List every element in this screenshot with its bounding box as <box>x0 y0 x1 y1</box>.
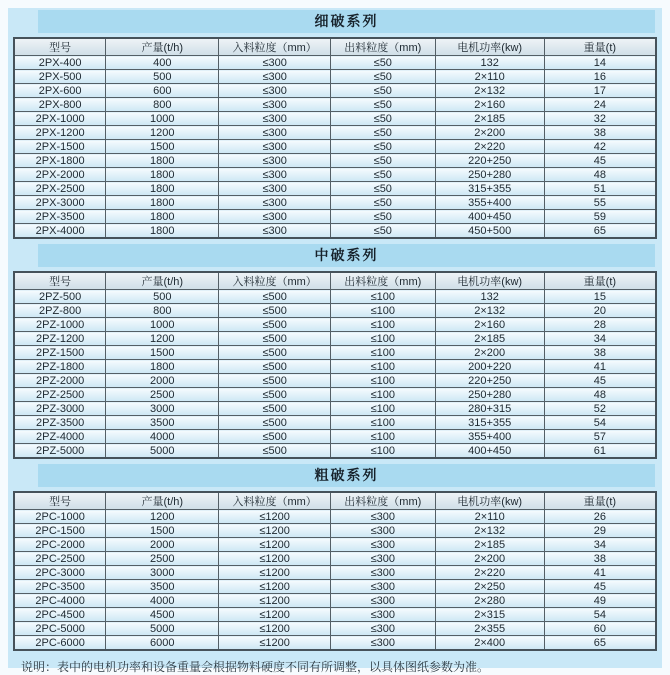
cell-model: 2PC-1500 <box>14 524 106 538</box>
cell-discharge-size: ≤300 <box>330 622 435 636</box>
cell-model: 2PC-2500 <box>14 552 106 566</box>
cell-model: 2PZ-1000 <box>14 318 106 332</box>
cell-discharge-size: ≤50 <box>330 140 435 154</box>
cell-feed-size: ≤500 <box>219 402 331 416</box>
cell-model: 2PZ-3000 <box>14 402 106 416</box>
cell-weight: 61 <box>544 444 656 459</box>
cell-discharge-size: ≤50 <box>330 84 435 98</box>
cell-discharge-size: ≤50 <box>330 112 435 126</box>
column-header: 重量(t) <box>544 38 656 56</box>
cell-motor-power: 315+355 <box>435 182 544 196</box>
table-row <box>14 70 656 84</box>
table-row <box>14 402 656 416</box>
cell-motor-power: 315+355 <box>435 416 544 430</box>
cell-model: 2PX-800 <box>14 98 106 112</box>
cell-model: 2PC-2000 <box>14 538 106 552</box>
column-header: 电机功率(kw) <box>435 38 544 56</box>
cell-weight: 59 <box>544 210 656 224</box>
cell-motor-power: 2×355 <box>435 622 544 636</box>
cell-motor-power: 2×250 <box>435 580 544 594</box>
cell-motor-power: 2×160 <box>435 98 544 112</box>
cell-discharge-size: ≤300 <box>330 510 435 524</box>
cell-model: 2PX-4000 <box>14 224 106 239</box>
table-row <box>14 112 656 126</box>
cell-output: 2000 <box>106 538 219 552</box>
cell-model: 2PZ-4000 <box>14 430 106 444</box>
cell-weight: 60 <box>544 622 656 636</box>
cell-feed-size: ≤300 <box>219 168 331 182</box>
cell-model: 2PC-1000 <box>14 510 106 524</box>
cell-output: 1800 <box>106 154 219 168</box>
cell-feed-size: ≤300 <box>219 112 331 126</box>
cell-discharge-size: ≤300 <box>330 636 435 651</box>
table-row <box>14 608 656 622</box>
series-title: 粗破系列 <box>38 464 655 487</box>
cell-model: 2PZ-500 <box>14 290 106 304</box>
table-row <box>14 430 656 444</box>
cell-discharge-size: ≤50 <box>330 168 435 182</box>
table-row <box>14 154 656 168</box>
table-row <box>14 84 656 98</box>
header-row <box>14 272 656 290</box>
cell-weight: 34 <box>544 332 656 346</box>
cell-weight: 41 <box>544 566 656 580</box>
series-title: 中破系列 <box>38 244 655 267</box>
table-row <box>14 140 656 154</box>
cell-model: 2PX-400 <box>14 56 106 70</box>
series-sections <box>13 10 657 651</box>
cell-feed-size: ≤1200 <box>219 580 331 594</box>
cell-feed-size: ≤300 <box>219 84 331 98</box>
table-row <box>14 304 656 318</box>
cell-model: 2PX-1000 <box>14 112 106 126</box>
cell-feed-size: ≤300 <box>219 56 331 70</box>
cell-weight: 45 <box>544 374 656 388</box>
cell-model: 2PC-4500 <box>14 608 106 622</box>
cell-output: 1200 <box>106 510 219 524</box>
cell-output: 2500 <box>106 552 219 566</box>
cell-weight: 15 <box>544 290 656 304</box>
cell-output: 1500 <box>106 524 219 538</box>
cell-output: 1200 <box>106 126 219 140</box>
cell-discharge-size: ≤50 <box>330 98 435 112</box>
table-row <box>14 444 656 459</box>
cell-model: 2PX-3500 <box>14 210 106 224</box>
column-header: 型号 <box>14 272 106 290</box>
cell-model: 2PX-1200 <box>14 126 106 140</box>
table-row <box>14 524 656 538</box>
cell-weight: 45 <box>544 580 656 594</box>
cell-motor-power: 2×185 <box>435 112 544 126</box>
cell-motor-power: 2×110 <box>435 70 544 84</box>
cell-motor-power: 2×200 <box>435 346 544 360</box>
table-row <box>14 318 656 332</box>
cell-output: 6000 <box>106 636 219 651</box>
cell-motor-power: 250+280 <box>435 388 544 402</box>
cell-discharge-size: ≤100 <box>330 374 435 388</box>
column-header: 型号 <box>14 38 106 56</box>
cell-weight: 54 <box>544 608 656 622</box>
cell-feed-size: ≤500 <box>219 318 331 332</box>
cell-discharge-size: ≤100 <box>330 318 435 332</box>
cell-output: 5000 <box>106 622 219 636</box>
cell-weight: 55 <box>544 196 656 210</box>
column-header: 产量(t/h) <box>106 38 219 56</box>
cell-model: 2PC-3500 <box>14 580 106 594</box>
cell-output: 3000 <box>106 566 219 580</box>
header-row <box>14 38 656 56</box>
cell-discharge-size: ≤50 <box>330 210 435 224</box>
cell-output: 1200 <box>106 332 219 346</box>
cell-feed-size: ≤300 <box>219 70 331 84</box>
cell-feed-size: ≤500 <box>219 304 331 318</box>
spec-sheet-panel <box>8 8 662 674</box>
cell-feed-size: ≤300 <box>219 210 331 224</box>
cell-motor-power: 355+400 <box>435 430 544 444</box>
cell-weight: 65 <box>544 636 656 651</box>
column-header: 出料粒度（mm) <box>330 38 435 56</box>
column-header: 电机功率(kw) <box>435 492 544 510</box>
cell-model: 2PZ-800 <box>14 304 106 318</box>
cell-discharge-size: ≤300 <box>330 566 435 580</box>
cell-output: 3500 <box>106 416 219 430</box>
table-row <box>14 346 656 360</box>
cell-model: 2PX-2500 <box>14 182 106 196</box>
cell-discharge-size: ≤300 <box>330 538 435 552</box>
cell-discharge-size: ≤300 <box>330 608 435 622</box>
cell-model: 2PZ-2000 <box>14 374 106 388</box>
cell-discharge-size: ≤100 <box>330 332 435 346</box>
cell-motor-power: 132 <box>435 56 544 70</box>
cell-output: 1800 <box>106 224 219 239</box>
cell-discharge-size: ≤50 <box>330 70 435 84</box>
table-row <box>14 416 656 430</box>
table-row <box>14 168 656 182</box>
cell-motor-power: 200+220 <box>435 360 544 374</box>
cell-weight: 38 <box>544 126 656 140</box>
column-header: 重量(t) <box>544 492 656 510</box>
cell-weight: 52 <box>544 402 656 416</box>
cell-weight: 17 <box>544 84 656 98</box>
cell-output: 2000 <box>106 374 219 388</box>
column-header: 入料粒度（mm） <box>219 492 331 510</box>
cell-feed-size: ≤500 <box>219 416 331 430</box>
cell-model: 2PC-5000 <box>14 622 106 636</box>
spec-table <box>13 271 657 459</box>
table-row <box>14 182 656 196</box>
cell-output: 1500 <box>106 140 219 154</box>
table-row <box>14 566 656 580</box>
cell-motor-power: 280+315 <box>435 402 544 416</box>
column-header: 重量(t) <box>544 272 656 290</box>
cell-feed-size: ≤500 <box>219 290 331 304</box>
cell-motor-power: 2×315 <box>435 608 544 622</box>
cell-model: 2PC-3000 <box>14 566 106 580</box>
cell-weight: 24 <box>544 98 656 112</box>
cell-motor-power: 2×280 <box>435 594 544 608</box>
table-row <box>14 98 656 112</box>
column-header: 入料粒度（mm） <box>219 38 331 56</box>
cell-weight: 57 <box>544 430 656 444</box>
cell-motor-power: 220+250 <box>435 374 544 388</box>
cell-output: 500 <box>106 290 219 304</box>
cell-output: 1000 <box>106 318 219 332</box>
cell-weight: 38 <box>544 552 656 566</box>
cell-feed-size: ≤500 <box>219 374 331 388</box>
cell-weight: 26 <box>544 510 656 524</box>
cell-discharge-size: ≤50 <box>330 196 435 210</box>
cell-model: 2PX-1500 <box>14 140 106 154</box>
cell-output: 800 <box>106 98 219 112</box>
cell-feed-size: ≤1200 <box>219 524 331 538</box>
cell-motor-power: 2×132 <box>435 84 544 98</box>
cell-model: 2PX-1800 <box>14 154 106 168</box>
table-row <box>14 636 656 651</box>
cell-discharge-size: ≤100 <box>330 388 435 402</box>
cell-model: 2PZ-2500 <box>14 388 106 402</box>
cell-discharge-size: ≤100 <box>330 360 435 374</box>
cell-feed-size: ≤300 <box>219 182 331 196</box>
cell-discharge-size: ≤300 <box>330 552 435 566</box>
cell-weight: 32 <box>544 112 656 126</box>
cell-discharge-size: ≤100 <box>330 430 435 444</box>
cell-discharge-size: ≤50 <box>330 182 435 196</box>
cell-discharge-size: ≤100 <box>330 290 435 304</box>
cell-weight: 20 <box>544 304 656 318</box>
cell-weight: 65 <box>544 224 656 239</box>
cell-output: 4500 <box>106 608 219 622</box>
column-header: 产量(t/h) <box>106 492 219 510</box>
spec-table <box>13 491 657 651</box>
cell-weight: 49 <box>544 594 656 608</box>
cell-discharge-size: ≤300 <box>330 594 435 608</box>
header-row <box>14 492 656 510</box>
cell-discharge-size: ≤100 <box>330 402 435 416</box>
cell-output: 1800 <box>106 360 219 374</box>
column-header: 产量(t/h) <box>106 272 219 290</box>
cell-weight: 45 <box>544 154 656 168</box>
cell-output: 1500 <box>106 346 219 360</box>
cell-output: 1800 <box>106 210 219 224</box>
table-row <box>14 224 656 239</box>
cell-feed-size: ≤300 <box>219 140 331 154</box>
cell-weight: 14 <box>544 56 656 70</box>
cell-output: 1800 <box>106 196 219 210</box>
cell-output: 600 <box>106 84 219 98</box>
cell-feed-size: ≤1200 <box>219 566 331 580</box>
cell-motor-power: 2×132 <box>435 524 544 538</box>
table-row <box>14 360 656 374</box>
cell-feed-size: ≤500 <box>219 346 331 360</box>
cell-discharge-size: ≤100 <box>330 346 435 360</box>
cell-model: 2PZ-1200 <box>14 332 106 346</box>
cell-feed-size: ≤500 <box>219 430 331 444</box>
table-row <box>14 388 656 402</box>
cell-feed-size: ≤500 <box>219 360 331 374</box>
cell-discharge-size: ≤100 <box>330 304 435 318</box>
cell-feed-size: ≤1200 <box>219 608 331 622</box>
cell-feed-size: ≤1200 <box>219 510 331 524</box>
column-header: 出料粒度（mm) <box>330 492 435 510</box>
cell-motor-power: 2×200 <box>435 126 544 140</box>
series-title: 细破系列 <box>38 10 655 33</box>
cell-feed-size: ≤500 <box>219 332 331 346</box>
cell-model: 2PZ-5000 <box>14 444 106 459</box>
cell-discharge-size: ≤50 <box>330 126 435 140</box>
cell-motor-power: 2×200 <box>435 552 544 566</box>
cell-feed-size: ≤500 <box>219 388 331 402</box>
cell-weight: 28 <box>544 318 656 332</box>
cell-output: 3000 <box>106 402 219 416</box>
cell-model: 2PX-500 <box>14 70 106 84</box>
cell-feed-size: ≤300 <box>219 224 331 239</box>
cell-motor-power: 132 <box>435 290 544 304</box>
cell-model: 2PZ-1500 <box>14 346 106 360</box>
cell-output: 1800 <box>106 182 219 196</box>
cell-weight: 38 <box>544 346 656 360</box>
cell-feed-size: ≤500 <box>219 444 331 459</box>
cell-discharge-size: ≤300 <box>330 580 435 594</box>
cell-feed-size: ≤1200 <box>219 622 331 636</box>
cell-model: 2PX-2000 <box>14 168 106 182</box>
cell-output: 4000 <box>106 594 219 608</box>
cell-motor-power: 2×220 <box>435 140 544 154</box>
cell-motor-power: 2×185 <box>435 332 544 346</box>
footnote: 说明：表中的电机功率和设备重量会根据物料硬度不同有所调整，以具体图纸参数为准。 <box>21 660 490 674</box>
cell-feed-size: ≤300 <box>219 154 331 168</box>
spec-table <box>13 37 657 239</box>
cell-feed-size: ≤300 <box>219 196 331 210</box>
cell-motor-power: 400+450 <box>435 444 544 459</box>
cell-weight: 16 <box>544 70 656 84</box>
cell-motor-power: 250+280 <box>435 168 544 182</box>
cell-weight: 51 <box>544 182 656 196</box>
cell-output: 1800 <box>106 168 219 182</box>
cell-feed-size: ≤1200 <box>219 552 331 566</box>
cell-motor-power: 2×400 <box>435 636 544 651</box>
cell-motor-power: 450+500 <box>435 224 544 239</box>
cell-discharge-size: ≤100 <box>330 444 435 459</box>
table-row <box>14 622 656 636</box>
cell-model: 2PC-4000 <box>14 594 106 608</box>
cell-weight: 34 <box>544 538 656 552</box>
table-row <box>14 538 656 552</box>
table-row <box>14 510 656 524</box>
cell-motor-power: 2×110 <box>435 510 544 524</box>
cell-motor-power: 2×132 <box>435 304 544 318</box>
table-row <box>14 580 656 594</box>
column-header: 型号 <box>14 492 106 510</box>
cell-model: 2PC-6000 <box>14 636 106 651</box>
cell-model: 2PX-3000 <box>14 196 106 210</box>
column-header: 出料粒度（mm) <box>330 272 435 290</box>
cell-motor-power: 2×185 <box>435 538 544 552</box>
cell-motor-power: 2×220 <box>435 566 544 580</box>
cell-weight: 29 <box>544 524 656 538</box>
cell-output: 2500 <box>106 388 219 402</box>
cell-output: 5000 <box>106 444 219 459</box>
cell-weight: 48 <box>544 388 656 402</box>
cell-motor-power: 355+400 <box>435 196 544 210</box>
cell-motor-power: 400+450 <box>435 210 544 224</box>
cell-discharge-size: ≤300 <box>330 524 435 538</box>
cell-model: 2PZ-1800 <box>14 360 106 374</box>
cell-motor-power: 220+250 <box>435 154 544 168</box>
cell-weight: 42 <box>544 140 656 154</box>
column-header: 入料粒度（mm） <box>219 272 331 290</box>
cell-output: 500 <box>106 70 219 84</box>
cell-feed-size: ≤1200 <box>219 636 331 651</box>
table-row <box>14 56 656 70</box>
cell-feed-size: ≤1200 <box>219 594 331 608</box>
table-row <box>14 290 656 304</box>
cell-model: 2PX-600 <box>14 84 106 98</box>
cell-discharge-size: ≤50 <box>330 56 435 70</box>
table-row <box>14 552 656 566</box>
cell-output: 1000 <box>106 112 219 126</box>
table-row <box>14 594 656 608</box>
table-row <box>14 332 656 346</box>
cell-model: 2PZ-3500 <box>14 416 106 430</box>
cell-output: 400 <box>106 56 219 70</box>
cell-weight: 54 <box>544 416 656 430</box>
cell-discharge-size: ≤50 <box>330 154 435 168</box>
cell-weight: 48 <box>544 168 656 182</box>
table-row <box>14 126 656 140</box>
cell-motor-power: 2×160 <box>435 318 544 332</box>
table-row <box>14 196 656 210</box>
column-header: 电机功率(kw) <box>435 272 544 290</box>
cell-output: 3500 <box>106 580 219 594</box>
cell-output: 4000 <box>106 430 219 444</box>
table-row <box>14 210 656 224</box>
cell-feed-size: ≤300 <box>219 126 331 140</box>
cell-feed-size: ≤1200 <box>219 538 331 552</box>
cell-feed-size: ≤300 <box>219 98 331 112</box>
cell-output: 800 <box>106 304 219 318</box>
cell-weight: 41 <box>544 360 656 374</box>
table-row <box>14 374 656 388</box>
cell-discharge-size: ≤50 <box>330 224 435 239</box>
cell-discharge-size: ≤100 <box>330 416 435 430</box>
